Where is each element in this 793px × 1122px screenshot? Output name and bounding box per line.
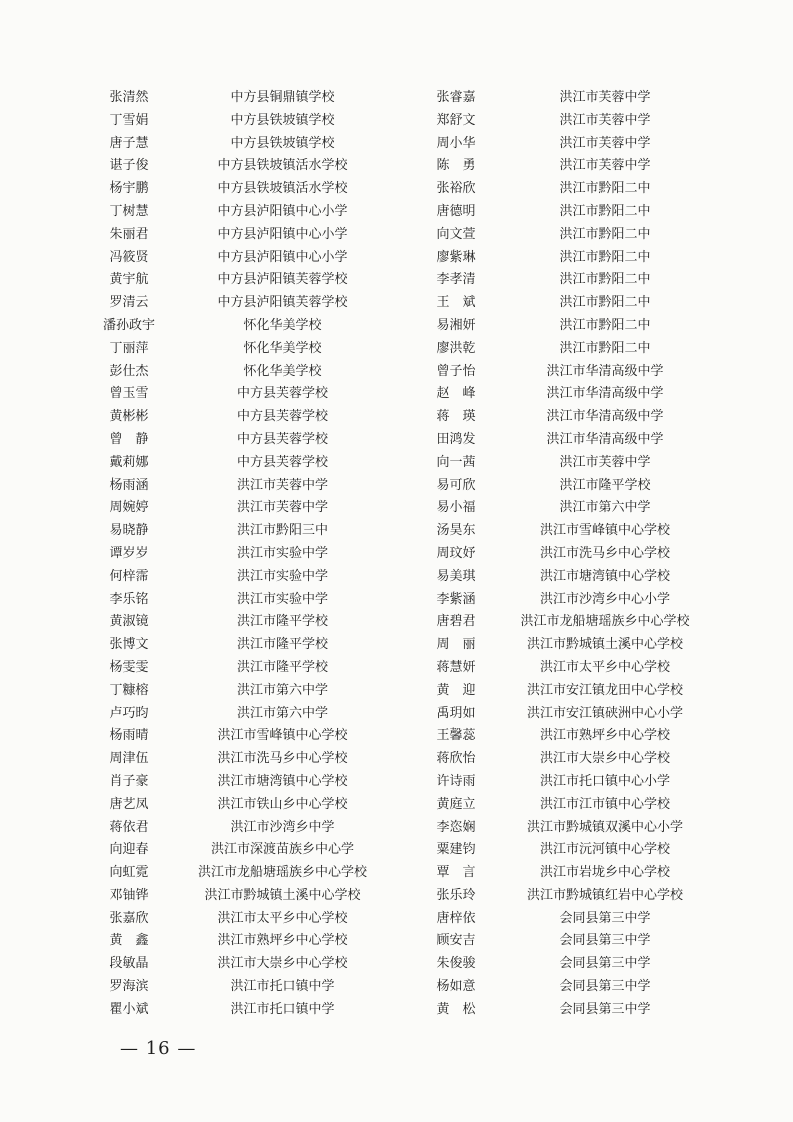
left-name: 张嘉欣 <box>109 910 149 926</box>
right-name: 易湘妍 <box>436 317 476 333</box>
roster-row <box>0 794 793 817</box>
left-school: 洪江市铁山乡中心学校 <box>217 796 348 812</box>
left-name: 丁丽萍 <box>109 340 149 356</box>
left-name: 邓铀铧 <box>109 887 149 903</box>
right-name: 张裕欣 <box>436 181 476 197</box>
roster-row <box>0 201 793 224</box>
left-school: 洪江市雪峰镇中心学校 <box>217 728 348 744</box>
right-school: 洪江市黔阳二中 <box>559 295 651 311</box>
right-school: 洪江市安江镇龙田中心学校 <box>526 682 683 698</box>
left-school: 中方县泸阳镇芙蓉学校 <box>217 272 348 288</box>
left-name: 杨雨晴 <box>109 728 149 744</box>
right-name: 顾安吉 <box>436 933 476 949</box>
left-name: 黄 鑫 <box>109 933 149 949</box>
right-school: 洪江市黔阳二中 <box>559 272 651 288</box>
right-school: 洪江市芙蓉中学 <box>559 135 651 151</box>
right-school: 洪江市第六中学 <box>559 500 651 516</box>
left-school: 洪江市实验中学 <box>236 591 328 607</box>
right-name: 周小华 <box>436 135 476 151</box>
left-school: 洪江市托口镇中学 <box>230 979 335 995</box>
right-name: 黄 松 <box>436 1001 476 1017</box>
right-name: 周玟妤 <box>436 545 476 561</box>
roster-row <box>0 657 793 680</box>
right-name: 蒋慧妍 <box>436 659 476 675</box>
roster-row <box>0 680 793 703</box>
left-school: 中方县铁坡镇活水学校 <box>217 181 348 197</box>
right-school: 洪江市芙蓉中学 <box>559 454 651 470</box>
left-name: 朱丽君 <box>109 226 149 242</box>
roster-row <box>0 520 793 543</box>
left-school: 洪江市隆平学校 <box>236 659 328 675</box>
left-name: 戴莉娜 <box>109 454 149 470</box>
roster-row <box>0 247 793 270</box>
left-school: 中方县泸阳镇中心小学 <box>217 249 348 265</box>
right-school: 洪江市黔阳二中 <box>559 226 651 242</box>
roster-row <box>0 611 793 634</box>
left-school: 中方县铜鼎镇学校 <box>230 90 335 105</box>
right-name: 廖紫琳 <box>436 249 476 265</box>
left-school: 洪江市隆平学校 <box>236 637 328 653</box>
right-school: 洪江市华清高级中学 <box>546 431 664 447</box>
right-name: 张乐玲 <box>436 887 476 903</box>
right-name: 黄 迎 <box>436 682 476 698</box>
left-school: 洪江市龙船塘瑶族乡中心学校 <box>197 865 367 881</box>
right-name: 张睿嘉 <box>436 90 476 105</box>
roster-row <box>0 383 793 406</box>
roster-row <box>0 885 793 908</box>
right-school: 洪江市隆平学校 <box>559 477 651 493</box>
left-school: 洪江市实验中学 <box>236 568 328 584</box>
left-school: 洪江市托口镇中学 <box>230 1001 335 1017</box>
roster-row <box>0 566 793 589</box>
right-name: 粟建钧 <box>436 842 476 858</box>
left-name: 黄彬彬 <box>109 409 149 425</box>
right-name: 唐碧君 <box>436 614 476 630</box>
right-name: 廖洪乾 <box>436 340 476 356</box>
roster-row <box>0 999 793 1022</box>
right-name: 唐梓依 <box>436 910 476 926</box>
roster-row <box>0 315 793 338</box>
right-school: 洪江市芙蓉中学 <box>559 90 651 105</box>
right-school: 洪江市沙湾乡中心小学 <box>539 591 670 607</box>
right-school: 会同县第三中学 <box>559 1001 651 1017</box>
left-name: 杨雨涵 <box>109 477 149 493</box>
left-name: 张清然 <box>109 90 149 105</box>
left-name: 卢巧昀 <box>109 705 149 721</box>
left-school: 洪江市黔城镇土溪中心学校 <box>204 887 361 903</box>
right-school: 洪江市黔阳二中 <box>559 317 651 333</box>
left-name: 向迎春 <box>109 842 149 858</box>
left-name: 谌子俊 <box>109 158 149 174</box>
right-school: 洪江市安江镇硖洲中心小学 <box>526 705 683 721</box>
left-name: 曾 静 <box>109 431 149 447</box>
page-number: — 16 — <box>120 1038 197 1059</box>
left-name: 杨雯雯 <box>109 659 149 675</box>
right-school: 洪江市岩垅乡中心学校 <box>539 865 670 881</box>
roster-row <box>0 292 793 315</box>
right-name: 曾子怡 <box>436 363 476 379</box>
right-name: 杨如意 <box>436 979 476 995</box>
right-name: 李恣娴 <box>436 819 476 835</box>
right-name: 郑舒文 <box>436 112 476 128</box>
left-school: 怀化华美学校 <box>243 363 322 379</box>
left-school: 洪江市实验中学 <box>236 545 328 561</box>
left-school: 中方县芙蓉学校 <box>236 386 328 402</box>
right-school: 洪江市黔阳二中 <box>559 249 651 265</box>
left-school: 洪江市芙蓉中学 <box>236 477 328 493</box>
roster-row <box>0 953 793 976</box>
right-school: 洪江市龙船塘瑶族乡中心学校 <box>520 614 690 630</box>
right-name: 黄庭立 <box>436 796 476 812</box>
left-name: 段敏晶 <box>109 956 149 972</box>
right-name: 易可欣 <box>436 477 476 493</box>
left-name: 曾玉雪 <box>109 386 149 402</box>
left-name: 蒋依君 <box>109 819 149 835</box>
right-school: 洪江市熟坪乡中心学校 <box>539 728 670 744</box>
right-name: 李孝清 <box>436 272 476 288</box>
right-school: 洪江市黔城镇红岩中心学校 <box>526 887 683 903</box>
right-name: 许诗雨 <box>436 773 476 789</box>
right-school: 洪江市黔阳二中 <box>559 203 651 219</box>
left-school: 怀化华美学校 <box>243 340 322 356</box>
right-school: 洪江市沅河镇中心学校 <box>539 842 670 858</box>
left-name: 周婉婷 <box>109 500 149 516</box>
left-school: 洪江市第六中学 <box>236 682 328 698</box>
roster-row <box>0 839 793 862</box>
roster-row <box>0 338 793 361</box>
right-school: 洪江市华清高级中学 <box>546 386 664 402</box>
left-school: 洪江市太平乡中心学校 <box>217 910 348 926</box>
left-school: 洪江市隆平学校 <box>236 614 328 630</box>
left-name: 李乐铭 <box>109 591 149 607</box>
roster-row <box>0 452 793 475</box>
left-school: 中方县铁坡镇学校 <box>230 135 335 151</box>
right-name: 陈 勇 <box>436 158 476 174</box>
roster-row <box>0 406 793 429</box>
right-school: 洪江市黔阳二中 <box>559 181 651 197</box>
roster-row <box>0 133 793 156</box>
right-school: 洪江市太平乡中心学校 <box>539 659 670 675</box>
roster-row <box>0 725 793 748</box>
roster-row <box>0 155 793 178</box>
left-name: 黄宇航 <box>109 272 149 288</box>
right-name: 汤昊东 <box>436 523 476 539</box>
right-school: 会同县第三中学 <box>559 956 651 972</box>
left-school: 洪江市黔阳三中 <box>236 523 328 539</box>
right-school: 洪江市大崇乡中心学校 <box>539 751 670 767</box>
roster-list <box>0 87 793 1022</box>
right-name: 王 斌 <box>436 295 476 311</box>
left-school: 洪江市芙蓉中学 <box>236 500 328 516</box>
left-name: 瞿小斌 <box>109 1001 149 1017</box>
left-school: 中方县铁坡镇学校 <box>230 112 335 128</box>
roster-row <box>0 589 793 612</box>
left-school: 洪江市熟坪乡中心学校 <box>217 933 348 949</box>
roster-row <box>0 634 793 657</box>
right-school: 洪江市华清高级中学 <box>546 409 664 425</box>
roster-row <box>0 703 793 726</box>
roster-row <box>0 224 793 247</box>
left-name: 杨宇鹏 <box>109 181 149 197</box>
right-school: 洪江市黔城镇土溪中心学校 <box>526 637 683 653</box>
right-name: 朱俊骏 <box>436 956 476 972</box>
left-name: 丁雪娟 <box>109 112 149 128</box>
left-school: 洪江市沙湾乡中学 <box>230 819 335 835</box>
right-name: 田鸿发 <box>436 431 476 447</box>
left-school: 中方县芙蓉学校 <box>236 454 328 470</box>
right-name: 禹玥如 <box>436 705 476 721</box>
roster-row <box>0 178 793 201</box>
right-name: 覃 言 <box>436 865 476 881</box>
right-school: 洪江市黔城镇双溪中心小学 <box>526 819 683 835</box>
right-name: 唐德明 <box>436 203 476 219</box>
right-school: 洪江市洗马乡中心学校 <box>539 545 670 561</box>
right-name: 向文萱 <box>436 226 476 242</box>
right-school: 洪江市华清高级中学 <box>546 363 664 379</box>
roster-row <box>0 429 793 452</box>
right-school: 会同县第三中学 <box>559 979 651 995</box>
left-school: 洪江市塘湾镇中心学校 <box>217 773 348 789</box>
left-name: 彭仕杰 <box>109 363 149 379</box>
right-school: 洪江市黔阳二中 <box>559 340 651 356</box>
right-school: 洪江市雪峰镇中心学校 <box>539 523 670 539</box>
right-school: 洪江市托口镇中心小学 <box>539 773 670 789</box>
roster-row <box>0 976 793 999</box>
left-name: 潘孙政宇 <box>102 317 155 333</box>
left-name: 丁糠榕 <box>109 682 149 698</box>
left-school: 中方县芙蓉学校 <box>236 409 328 425</box>
roster-row <box>0 361 793 384</box>
roster-row <box>0 543 793 566</box>
roster-row <box>0 110 793 133</box>
left-school: 中方县芙蓉学校 <box>236 431 328 447</box>
left-name: 向虹霓 <box>109 865 149 881</box>
right-school: 洪江市芙蓉中学 <box>559 158 651 174</box>
left-school: 中方县泸阳镇中心小学 <box>217 226 348 242</box>
right-school: 洪江市芙蓉中学 <box>559 112 651 128</box>
left-name: 肖子豪 <box>109 773 149 789</box>
right-school: 洪江市江市镇中心学校 <box>539 796 670 812</box>
right-name: 蒋欣怡 <box>436 751 476 767</box>
roster-row <box>0 771 793 794</box>
left-school: 怀化华美学校 <box>243 317 322 333</box>
right-name: 易美琪 <box>436 568 476 584</box>
right-name: 赵 峰 <box>436 386 476 402</box>
roster-row <box>0 269 793 292</box>
roster-row <box>0 930 793 953</box>
left-name: 唐艺凤 <box>109 796 149 812</box>
roster-row <box>0 475 793 498</box>
right-school: 洪江市塘湾镇中心学校 <box>539 568 670 584</box>
left-name: 何梓霈 <box>109 568 149 584</box>
left-name: 唐子慧 <box>109 135 149 151</box>
left-name: 黄淑镜 <box>109 614 149 630</box>
roster-row <box>0 497 793 520</box>
left-name: 周津伍 <box>109 751 149 767</box>
left-name: 张博文 <box>109 637 149 653</box>
roster-row <box>0 817 793 840</box>
right-school: 会同县第三中学 <box>559 910 651 926</box>
left-school: 中方县泸阳镇芙蓉学校 <box>217 295 348 311</box>
left-name: 丁树慧 <box>109 203 149 219</box>
left-name: 罗清云 <box>109 295 149 311</box>
left-school: 中方县铁坡镇活水学校 <box>217 158 348 174</box>
right-name: 王馨蕊 <box>436 728 476 744</box>
right-name: 周 丽 <box>436 637 476 653</box>
roster-row <box>0 908 793 931</box>
left-name: 冯筱贤 <box>109 249 149 265</box>
left-school: 中方县泸阳镇中心小学 <box>217 203 348 219</box>
left-school: 洪江市大崇乡中心学校 <box>217 956 348 972</box>
left-name: 谭岁岁 <box>109 545 149 561</box>
left-name: 罗海滨 <box>109 979 149 995</box>
roster-row <box>0 748 793 771</box>
roster-row <box>0 87 793 110</box>
roster-row <box>0 862 793 885</box>
left-school: 洪江市洗马乡中心学校 <box>217 751 348 767</box>
right-name: 向一茜 <box>436 454 476 470</box>
left-name: 易晓静 <box>109 523 149 539</box>
right-school: 会同县第三中学 <box>559 933 651 949</box>
left-school: 洪江市第六中学 <box>236 705 328 721</box>
right-name: 易小福 <box>436 500 476 516</box>
right-name: 蒋 瑛 <box>436 409 476 425</box>
left-school: 洪江市深渡苗族乡中心学 <box>210 842 354 858</box>
right-name: 李紫涵 <box>436 591 476 607</box>
